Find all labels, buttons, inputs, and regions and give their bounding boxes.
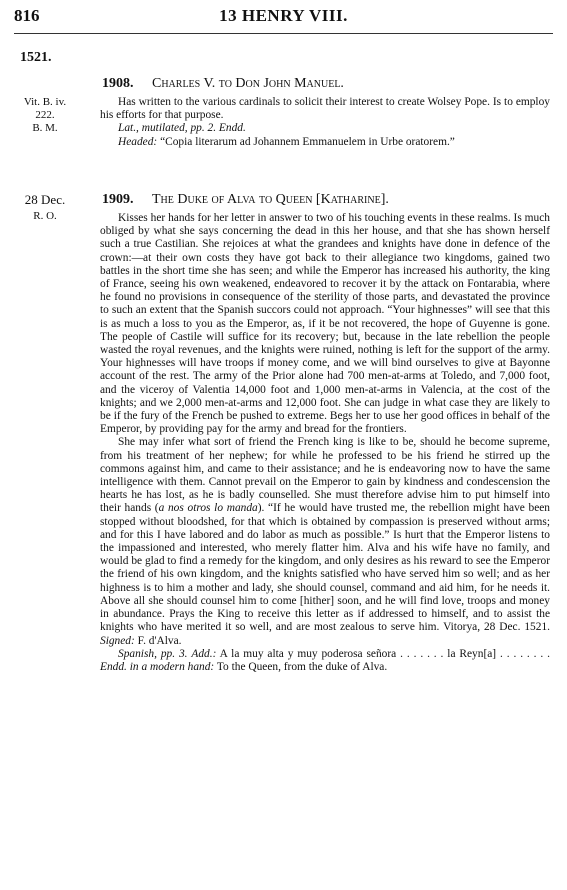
page-number: 816 <box>14 6 40 25</box>
entry-text: Has written to the various cardinals to solicit their interest to create Wolsey Pope. Is to employ his efforts for that purpose. <box>100 96 550 122</box>
paragraph-2 <box>100 436 550 647</box>
entry-body <box>100 212 550 674</box>
address-label: Add.: <box>191 647 217 660</box>
signed-text: F. d'Alva. <box>137 634 182 647</box>
endorsement-label: Endd. in a modern hand: <box>100 660 215 673</box>
entry-body <box>100 96 550 149</box>
language-note: Spanish, pp. 3. <box>118 647 188 660</box>
entry-notes <box>100 648 550 674</box>
margin-ref: R. O. <box>33 210 57 222</box>
entry-title: The Duke of Alva to Queen [Katharine]. <box>152 192 389 207</box>
running-header <box>14 6 553 30</box>
paragraph-2-italic: a nos otros lo manda <box>158 502 258 515</box>
margin-ref-line: 222. <box>35 109 55 121</box>
headed-text: “Copia literarum ad Johannem Emmanuelem in Urbe oratorem.” <box>160 135 455 148</box>
margin-ref-line: B. M. <box>32 122 58 134</box>
physical-note: Lat., mutilated, pp. 2. Endd. <box>118 122 246 135</box>
entry-date: 28 Dec. <box>24 192 66 207</box>
entry-number: 1909. <box>102 192 134 207</box>
signed-label: Signed: <box>100 634 135 647</box>
headed-label: Headed: <box>118 135 158 148</box>
address-text: A la muy alta y muy poderosa señora . . . . . . . la Reyn[a] . . . . . . . . <box>219 647 550 660</box>
year-heading: 1521. <box>20 50 52 65</box>
paragraph-2-text-cont: ). “If he would have trusted me, the rebellion might have been stopped without bloodshed, for that which is obtained by compassion is preserved without arms; and for this I have labored and do labor as much as possible.” Is hurt that the Emperor listens to the impassioned and interested, who merely flatter him. Alva and his wife have no family, and would be glad to find a remedy for the kingdom, and only desires as his reward to see the Emperor the friend of his own kingdom, and the knights satisfied who have served him so well; and as her highness is to him a mother and lady, she should counsel, command and aid him, for he needs it. Above all she should counsel him to come [hither] soon, and he will find love, troops and money in abundance. Prays the King to receive this letter as if addressed to himself, and to assist the knights who have merited it so well, and are most zealous to serve him. Vitorya, 28 Dec. 1521. <box>100 502 551 634</box>
entry-title: Charles V. to Don John Manuel. <box>152 76 344 91</box>
margin-ref-line: Vit. B. iv. <box>23 96 67 108</box>
entry-number: 1908. <box>102 76 134 91</box>
entry-headed <box>100 136 550 149</box>
paragraph-1: Kisses her hands for her letter in answer to two of his touching events in these realms. Is much obliged by what she says concerning the dead in this her house, and that she has shown herself such a true Castilian. She rejoices at what the grandees and knights have done in defence of the crown:—at their own costs they have got back to their allegiance two kingdoms, gained two battles in the short time she has seen; and while the Emperor has increased his authority, the king of France, seeing his own weakened, endeavored to recover it by the attack on Fontarabia, where he found no provisions in consequence of the sterility of those parts, and devastated the province to such an extent that the Spanish succors could not approach. “Your highnesses” will see that this is as much a loss to you as the Emperor, as, if it be not recovered, the hope of Guyenne is gone. The people of Castile will suffice for its recovery; but, because in the late rebellion the people wasted the royal revenues, and the knights were ruined, nothing is left for the support of the army. Your highnesses will have troops if money come, and we will bind ourselves to give at Bayonne account of the rest. The army of the Prior alone had 700 men-at-arms at Toledo, and 7,000 foot, and the viceroy of Valentia 14,000 foot and 1,000 men-at-arms in Valencia, at the cost of the knights; and we 2,000 men-at-arms and 12,000 foot. She can judge in what case they are likely to be if the fury of the French be pushed to extreme. Begs her to use her good offices in behalf of the Emperor, by providing pay for the army and bread for the frontiers. <box>100 212 550 436</box>
header-rule <box>14 33 553 34</box>
running-title: 13 HENRY VIII. <box>219 6 348 25</box>
margin-ref <box>0 96 90 135</box>
entry-note <box>100 122 550 135</box>
endorsement-text: To the Queen, from the duke of Alva. <box>216 660 388 673</box>
paragraph-2-text: She may infer what sort of friend the French king is like to be, should he become supreme, from his treatment of her nephew; for while he professed to be his friend he stirred up the commons against him, and came to their assistance; and he is endeavoring now to have the same intelligence with them. Cannot prevail on the Emperor to gain by kindness and condescension the hearts he has lost, as he is badly counselled. She must therefore advise him to put himself into their hands ( <box>100 436 550 515</box>
